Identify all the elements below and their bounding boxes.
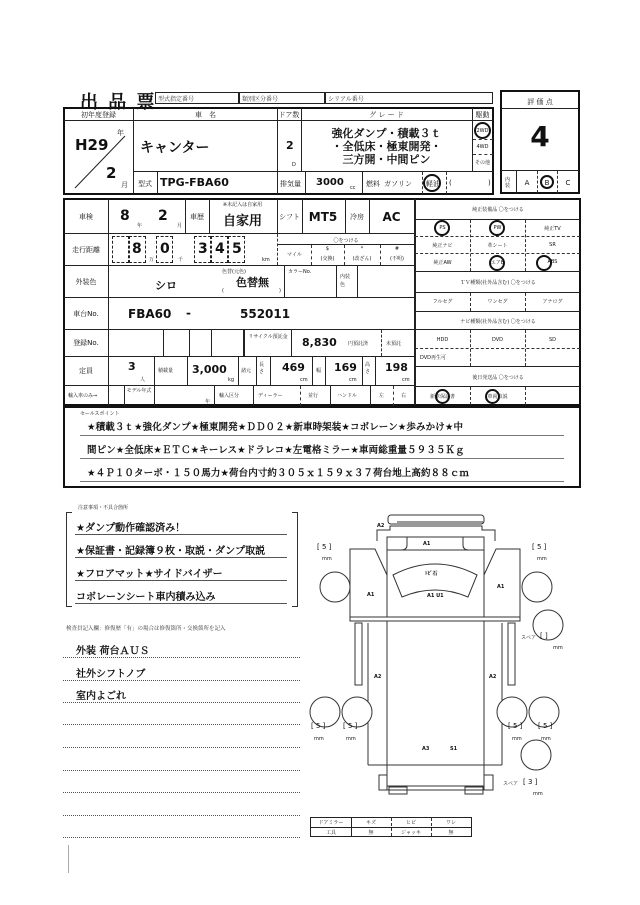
model-label: 型式 bbox=[138, 180, 152, 188]
mileage-option-exchange[interactable]: (交換) bbox=[320, 256, 335, 262]
spare-bottom-label: スペア bbox=[503, 781, 519, 787]
drive-label: 駆動 bbox=[475, 111, 490, 119]
inspector-label: 検査員記入欄：修復歴「有」の場合は修復箇所・交換箇所を記入 bbox=[66, 626, 226, 632]
inspector-line-2: 社外シフトノブ bbox=[76, 669, 146, 680]
category-label: 類別区分番号 bbox=[242, 96, 279, 103]
reg-no-label: 登録No. bbox=[73, 339, 99, 347]
color-paren-close: ) bbox=[279, 288, 281, 294]
dims-label: 諸元 bbox=[241, 368, 252, 374]
month-unit: 月 bbox=[121, 181, 128, 189]
spare-top-bracket: [ ] bbox=[540, 632, 548, 640]
import-type-label: 輸入区分 bbox=[219, 393, 240, 399]
mileage-option-tampered-sym: * bbox=[360, 246, 364, 252]
later-warranty[interactable]: 新車保証書 bbox=[429, 394, 455, 400]
tread-rear-2-value: 5 bbox=[347, 722, 353, 730]
equip-genuine-tv[interactable]: 純正TV bbox=[544, 226, 561, 232]
width-label: 幅 bbox=[316, 368, 322, 374]
displacement-value: 3000 bbox=[316, 177, 344, 188]
navi-dvd-play[interactable]: DVD再生可 bbox=[420, 355, 447, 361]
handle-label: ハンドル bbox=[337, 393, 358, 399]
mileage-digit-1: 8 bbox=[132, 241, 142, 257]
mark-stone-chip: ﾄﾋﾞ石 bbox=[425, 571, 438, 577]
color-paren-open: ( bbox=[222, 288, 224, 294]
door-count: 2 bbox=[286, 139, 294, 152]
form-title: 出 品 票 bbox=[80, 92, 157, 113]
recycle-not[interactable]: 未預託 bbox=[386, 341, 402, 347]
interior-score-c[interactable]: C bbox=[565, 179, 571, 187]
mileage-option-tampered[interactable]: (改ざん) bbox=[352, 256, 372, 262]
mirror-crack[interactable]: ヒビ bbox=[405, 820, 416, 826]
tread-rear-2: [ 5 ] bbox=[343, 722, 358, 730]
model-year-label: モデル年式 bbox=[126, 388, 152, 394]
fuel-selected-circle bbox=[423, 174, 441, 192]
later-warranty-circle bbox=[435, 389, 450, 404]
import-label: 輸入車のみ⇒ bbox=[68, 393, 98, 399]
tread-rear-4-unit: mm bbox=[541, 736, 551, 742]
spare-bottom-unit: mm bbox=[533, 791, 543, 797]
handle-right[interactable]: 右 bbox=[401, 393, 407, 399]
later-title: 後日発送品 〇をつける bbox=[472, 375, 524, 381]
equip-ps-circle bbox=[434, 220, 450, 236]
mileage-label: 走行距離 bbox=[72, 246, 100, 254]
sales-point-line-1: ★積載３ｔ★強化ダンプ★極東開発★ＤＤ０２★新車時架装★コボレーン★歩みかけ★中 bbox=[87, 422, 464, 433]
note-line-4: コボレーンシート車内積み込み bbox=[76, 592, 216, 603]
mark-a1-u1: A1 U1 bbox=[427, 593, 444, 599]
tv-analog[interactable]: アナログ bbox=[542, 299, 563, 305]
tread-front-right: [ 5 ] bbox=[532, 543, 547, 551]
door-suffix: D bbox=[292, 162, 296, 168]
mileage-option-unknown-sym: # bbox=[394, 246, 400, 252]
tread-front-right-value: 5 bbox=[536, 543, 542, 551]
chassis-prefix: FBA60 bbox=[128, 307, 172, 321]
navi-sd[interactable]: SD bbox=[548, 337, 557, 343]
history-value: 自家用 bbox=[222, 214, 262, 229]
ac-label: 冷房 bbox=[350, 213, 364, 221]
spare-bottom-bracket: [ 3 ] bbox=[523, 778, 538, 786]
serial-field[interactable] bbox=[325, 92, 493, 104]
inspection-label: 車検 bbox=[79, 213, 93, 221]
grade-line-2: ・全低床・極東開発・ bbox=[331, 140, 442, 153]
fuel-other-close: ) bbox=[488, 179, 491, 187]
height-value: 198 bbox=[385, 361, 408, 374]
mark-a3: A3 bbox=[422, 746, 430, 752]
interior-selected-circle bbox=[540, 175, 554, 189]
notes-bracket-left bbox=[66, 512, 72, 607]
mark-a2-left: A2 bbox=[374, 674, 382, 680]
mileage-digit-4: 4 bbox=[215, 241, 225, 257]
color-change-label: 色替(元色) bbox=[222, 269, 246, 275]
navi-hdd[interactable]: HDD bbox=[436, 337, 449, 343]
spare-top-unit: mm bbox=[553, 645, 563, 651]
mark-s1: S1 bbox=[450, 746, 458, 752]
fuel-label: 燃料 bbox=[366, 180, 380, 188]
chassis-dash: - bbox=[186, 306, 191, 320]
equip-abs-circle bbox=[536, 255, 552, 271]
equip-pw-circle bbox=[489, 220, 505, 236]
mileage-digit-3: 3 bbox=[198, 241, 208, 257]
car-name-label: 車 名 bbox=[195, 111, 216, 119]
mirror-break[interactable]: ワレ bbox=[445, 820, 456, 826]
note-line-1: ★ダンプ動作確認済み！ bbox=[76, 523, 186, 534]
tread-rear-4: [ 5 ] bbox=[538, 722, 553, 730]
tread-front-right-unit: mm bbox=[537, 556, 547, 562]
mileage-digit-2: 0 bbox=[160, 241, 170, 257]
jack-label: ジャッキ bbox=[401, 830, 421, 836]
equip-airbag[interactable]: エアB bbox=[490, 260, 505, 266]
spare-top-label: スペア bbox=[521, 635, 537, 641]
history-label: 車歴 bbox=[190, 213, 204, 221]
notes-label: 注意事項・不具合箇所 bbox=[78, 505, 129, 511]
inspection-year: 8 bbox=[120, 208, 130, 224]
fuel-diesel[interactable]: 軽油 bbox=[426, 180, 440, 188]
inspection-month-unit: 月 bbox=[177, 223, 183, 229]
type-designation-label: 型式指定番号 bbox=[158, 96, 195, 103]
tread-rear-1: [ 5 ] bbox=[311, 722, 326, 730]
mileage-option-exchange-sym: $ bbox=[325, 246, 330, 252]
year-unit: 年 bbox=[117, 129, 124, 137]
width-unit: cm bbox=[349, 377, 357, 383]
interior-score-a[interactable]: A bbox=[524, 179, 530, 187]
equip-ps[interactable]: PS bbox=[439, 225, 446, 231]
mark-a2-front: A2 bbox=[377, 523, 385, 529]
tv-oneseg[interactable]: ワンセグ bbox=[487, 299, 508, 305]
later-manual[interactable]: 車両取説 bbox=[487, 394, 508, 400]
equip-genuine-aw[interactable]: 純正AW bbox=[433, 260, 452, 266]
drive-other[interactable]: その他 bbox=[474, 160, 490, 166]
drive-4wd[interactable]: 4WD bbox=[476, 144, 489, 150]
margin-mark bbox=[68, 845, 69, 873]
history-note: ※未記入は自家用 bbox=[222, 202, 263, 208]
tread-rear-3-value: 5 bbox=[512, 722, 518, 730]
load-value: 3,000 bbox=[192, 363, 227, 376]
sales-point-line-2: 間ピン★全低床★ＥＴＣ★キーレス★ドラレコ★左電格ミラー★車両総重量５９３５Ｋｇ bbox=[87, 445, 465, 456]
interior-score-label: 内装 bbox=[505, 177, 511, 189]
tread-front-left-unit: mm bbox=[322, 556, 332, 562]
mileage-mark-label: 〇をつける bbox=[333, 238, 359, 244]
width-value: 169 bbox=[334, 361, 357, 374]
color-change-value: 色替無 bbox=[236, 276, 269, 289]
jack-value: 無 bbox=[448, 830, 454, 836]
equip-abs[interactable]: ABS bbox=[547, 259, 558, 265]
fuel-gasoline[interactable]: ガソリン bbox=[384, 180, 412, 188]
mileage-option-unknown[interactable]: (不明) bbox=[390, 256, 404, 262]
exterior-color-label: 外装色 bbox=[75, 278, 97, 286]
tools-value: 無 bbox=[368, 830, 374, 836]
notes-bracket-right bbox=[292, 512, 298, 607]
capacity-value: 3 bbox=[128, 360, 136, 373]
capacity-label: 定員 bbox=[79, 367, 93, 375]
length-label: 長さ bbox=[259, 362, 265, 375]
grade-line-1: 強化ダンプ・積載３ｔ bbox=[331, 127, 442, 140]
tread-rear-1-value: 5 bbox=[315, 722, 321, 730]
tread-front-left: [ 5 ] bbox=[317, 543, 332, 551]
equip-pw[interactable]: PW bbox=[493, 225, 502, 231]
ac-value: AC bbox=[382, 210, 401, 224]
serial-label: シリアル番号 bbox=[328, 96, 364, 103]
equipment-title: 純正装備品 〇をつける bbox=[472, 207, 524, 213]
mileage-option-mile[interactable]: マイル bbox=[287, 252, 302, 258]
import-dealer[interactable]: ディーラー bbox=[258, 393, 283, 399]
mark-a1-hood: A1 bbox=[423, 541, 431, 547]
length-value: 469 bbox=[282, 361, 305, 374]
mark-a1-left: A1 bbox=[367, 592, 375, 598]
tread-rear-4-value: 5 bbox=[542, 722, 548, 730]
reg-month: 2 bbox=[106, 164, 117, 182]
chassis-label: 車台No. bbox=[73, 310, 99, 318]
recycle-unit: 円預託済 bbox=[348, 341, 369, 347]
drive-selected-circle bbox=[474, 122, 491, 139]
tread-rear-2-unit: mm bbox=[346, 736, 356, 742]
shift-value: MT5 bbox=[308, 210, 338, 224]
navi-dvd[interactable]: DVD bbox=[491, 337, 504, 343]
spare-bottom-value: 3 bbox=[527, 778, 533, 786]
tread-rear-3: [ 5 ] bbox=[508, 722, 523, 730]
shift-label: シフト bbox=[279, 213, 300, 221]
equip-leather-seat[interactable]: 革シート bbox=[487, 243, 508, 249]
inspector-line-1: 外装 荷台ＡＵＳ bbox=[76, 646, 150, 657]
door-mirror-label: ドアミラー bbox=[318, 820, 344, 826]
mileage-man-unit: 万 bbox=[149, 257, 155, 263]
tread-rear-3-unit: mm bbox=[512, 736, 522, 742]
model-code: TPG-FBA60 bbox=[160, 176, 229, 189]
tools-label: 工具 bbox=[325, 830, 336, 836]
inspector-line-3: 室内よごれ bbox=[76, 691, 126, 702]
recycle-value: 8,830 bbox=[302, 336, 337, 349]
tv-fullseg[interactable]: フルセグ bbox=[432, 299, 453, 305]
mirror-scratch[interactable]: キズ bbox=[366, 820, 376, 826]
door-label: ドア数 bbox=[278, 111, 300, 119]
recycle-label: リサイクル預託金 bbox=[248, 334, 288, 340]
drive-2wd[interactable]: 2WD bbox=[476, 128, 489, 134]
tread-rear-1-unit: mm bbox=[314, 736, 324, 742]
mileage-digit-5: 5 bbox=[232, 241, 242, 257]
category-field[interactable] bbox=[239, 92, 325, 104]
displacement-unit: cc bbox=[350, 185, 356, 191]
load-unit: kg bbox=[228, 377, 235, 383]
sales-point-line-3: ★４Ｐ１０ターボ・１５０馬力★荷台内寸約３０５ｘ１５９ｘ３７荷台地上高約８８ｃｍ bbox=[87, 468, 470, 479]
exterior-color-value: シロ bbox=[155, 279, 177, 292]
equip-airbag-circle bbox=[489, 255, 505, 271]
inspection-month: 2 bbox=[158, 208, 168, 224]
interior-color-label: 内装色 bbox=[340, 274, 351, 288]
inspection-year-unit: 年 bbox=[137, 223, 143, 229]
displacement-label: 排気量 bbox=[280, 180, 301, 188]
color-no-label: カラーNo. bbox=[288, 269, 312, 275]
type-designation-field[interactable] bbox=[155, 92, 239, 104]
handle-left[interactable]: 左 bbox=[379, 393, 385, 399]
score-value: 4 bbox=[530, 120, 550, 153]
note-line-2: ★保証書・記録簿９枚・取説・ダンプ取説 bbox=[76, 546, 266, 557]
later-manual-circle bbox=[485, 389, 500, 404]
grade-line-3: 三方開・中間ピン bbox=[342, 153, 431, 166]
reg-era-year: H29 bbox=[75, 136, 109, 154]
equip-genuine-navi[interactable]: 純正ナビ bbox=[432, 243, 453, 249]
height-unit: cm bbox=[402, 377, 410, 383]
height-label: 高さ bbox=[365, 362, 371, 375]
car-name: キャンター bbox=[140, 140, 210, 156]
interior-score-b[interactable]: B bbox=[544, 179, 550, 187]
mark-a2-right: A2 bbox=[489, 674, 497, 680]
mileage-km-unit: km bbox=[262, 257, 270, 263]
navi-title: ナビ種類(社外品含む) 〇をつける bbox=[460, 319, 536, 325]
chassis-number: 552011 bbox=[240, 307, 291, 321]
tv-title: ＴＶ種類(社外品含む) 〇をつける bbox=[460, 280, 536, 286]
model-year-unit: 年 bbox=[205, 399, 211, 405]
score-label: 評 価 点 bbox=[527, 98, 553, 106]
import-parallel[interactable]: 並行 bbox=[308, 393, 319, 399]
note-line-3: ★フロアマット★サイドバイザー bbox=[76, 569, 223, 580]
length-unit: cm bbox=[300, 377, 308, 383]
load-label: 積載量 bbox=[158, 368, 174, 374]
tread-front-left-value: 5 bbox=[321, 543, 327, 551]
grade-label: グ レ ー ド bbox=[369, 111, 404, 119]
mileage-sen-unit: 千 bbox=[178, 257, 184, 263]
sales-points-label: セールスポイント bbox=[80, 411, 120, 417]
equip-sr[interactable]: SR bbox=[549, 242, 556, 248]
fuel-other-open: ( bbox=[449, 179, 452, 187]
first-reg-label: 初年度登録 bbox=[81, 111, 116, 119]
capacity-unit: 人 bbox=[140, 377, 146, 383]
mark-a1-right: A1 bbox=[497, 584, 505, 590]
